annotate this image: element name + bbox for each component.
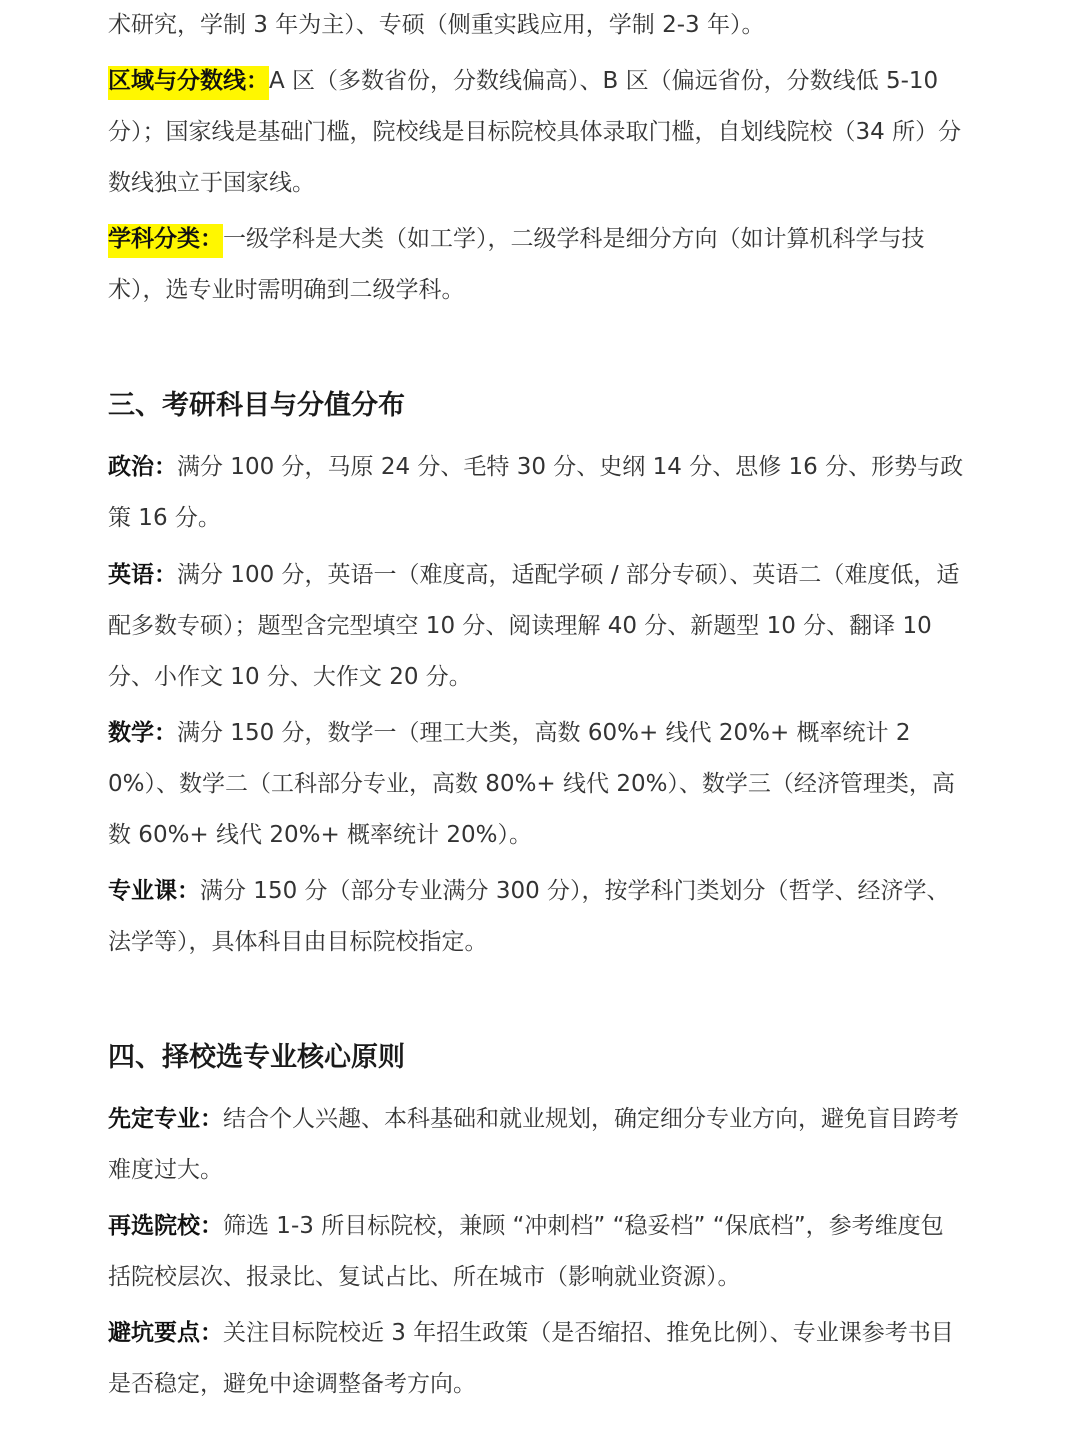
paragraph-text: 满分 150 分（部分专业满分 300 分），按学科门类划分（哲学、经济学、法学等），具体科目由目标院校指定。 <box>108 878 950 955</box>
section3-item-major-course <box>108 866 964 973</box>
paragraph-text: 一级学科是大类（如工学），二级学科是细分方向（如计算机科学与技术），选专业时需明确到二级学科。 <box>108 226 925 303</box>
bold-label: 再选院校： <box>108 1213 223 1239</box>
paragraph-pitfalls <box>108 1308 964 1410</box>
paragraph-school-select <box>108 1201 964 1303</box>
section3-item-english <box>108 550 964 708</box>
paragraph-text: 满分 100 分，英语一（难度高，适配学硕 / 部分专硕）、英语二（难度低，适配多数专硕）；题型含完型填空 10 分、阅读理解 40 分、新题型 10 分、翻译 10 分、小作文 10 分、大作文 20 分。 <box>108 562 960 690</box>
bold-label: 政治： <box>108 454 177 480</box>
paragraph-text: A 区（多数省份，分数线偏高）、B 区（偏远省份，分数线低 5-10 分）；国家线是基础门槛，院校线是目标院校具体录取门槛，自划线院校（34 所）分数线独立于国家线。 <box>108 68 962 196</box>
paragraph-major-first <box>108 1094 964 1196</box>
paragraph-english <box>108 550 964 703</box>
bold-label: 英语： <box>108 562 177 588</box>
paragraph-text: 筛选 1-3 所目标院校，兼顾 “冲刺档” “稳妥档” “保底档”，参考维度包括院校层次、报录比、复试占比、所在城市（影响就业资源）。 <box>108 1213 944 1290</box>
paragraph-text: 满分 150 分，数学一（理工大类，高数 60%+ 线代 20%+ 概率统计 20%）、数学二（工科部分专业，高数 80%+ 线代 20%）、数学三（经济管理类，高数 60%+ 线代 20%+ 概率统计 20%）。 <box>108 720 955 848</box>
section4-item-pitfalls <box>108 1308 964 1415</box>
section2-item-region-scoreline <box>108 56 964 214</box>
section4-item-school-select <box>108 1201 964 1308</box>
highlighted-label: 区域与分数线： <box>108 66 269 100</box>
paragraph-text: 关注目标院校近 3 年招生政策（是否缩招、推免比例）、专业课参考书目是否稳定，避免中途调整备考方向。 <box>108 1320 954 1397</box>
section2-item-discipline <box>108 214 964 321</box>
paragraph-politics <box>108 442 964 544</box>
paragraph-region-scoreline <box>108 56 964 209</box>
section4-heading: 四、择校选专业核心原则 <box>108 1042 405 1073</box>
intro-fragment <box>108 0 964 56</box>
paragraph-discipline <box>108 214 964 316</box>
section3-heading: 三、考研科目与分值分布 <box>108 390 405 421</box>
bold-label: 数学： <box>108 720 177 746</box>
bold-label: 先定专业： <box>108 1106 223 1132</box>
paragraph-intro <box>108 0 964 51</box>
paragraph-text: 结合个人兴趣、本科基础和就业规划，确定细分专业方向，避免盲目跨考难度过大。 <box>108 1106 959 1183</box>
section3-item-math <box>108 708 964 866</box>
bold-label: 避坑要点： <box>108 1320 223 1346</box>
section4-item-major-first <box>108 1094 964 1201</box>
bold-label: 专业课： <box>108 878 200 904</box>
paragraph-major-course <box>108 866 964 968</box>
highlighted-label: 学科分类： <box>108 224 223 258</box>
paragraph-text: 满分 100 分，马原 24 分、毛特 30 分、史纲 14 分、思修 16 分、形势与政策 16 分。 <box>108 454 964 531</box>
section3-item-politics <box>108 442 964 549</box>
paragraph-text: 术研究，学制 3 年为主）、专硕（侧重实践应用，学制 2-3 年）。 <box>108 12 765 38</box>
paragraph-math <box>108 708 964 861</box>
